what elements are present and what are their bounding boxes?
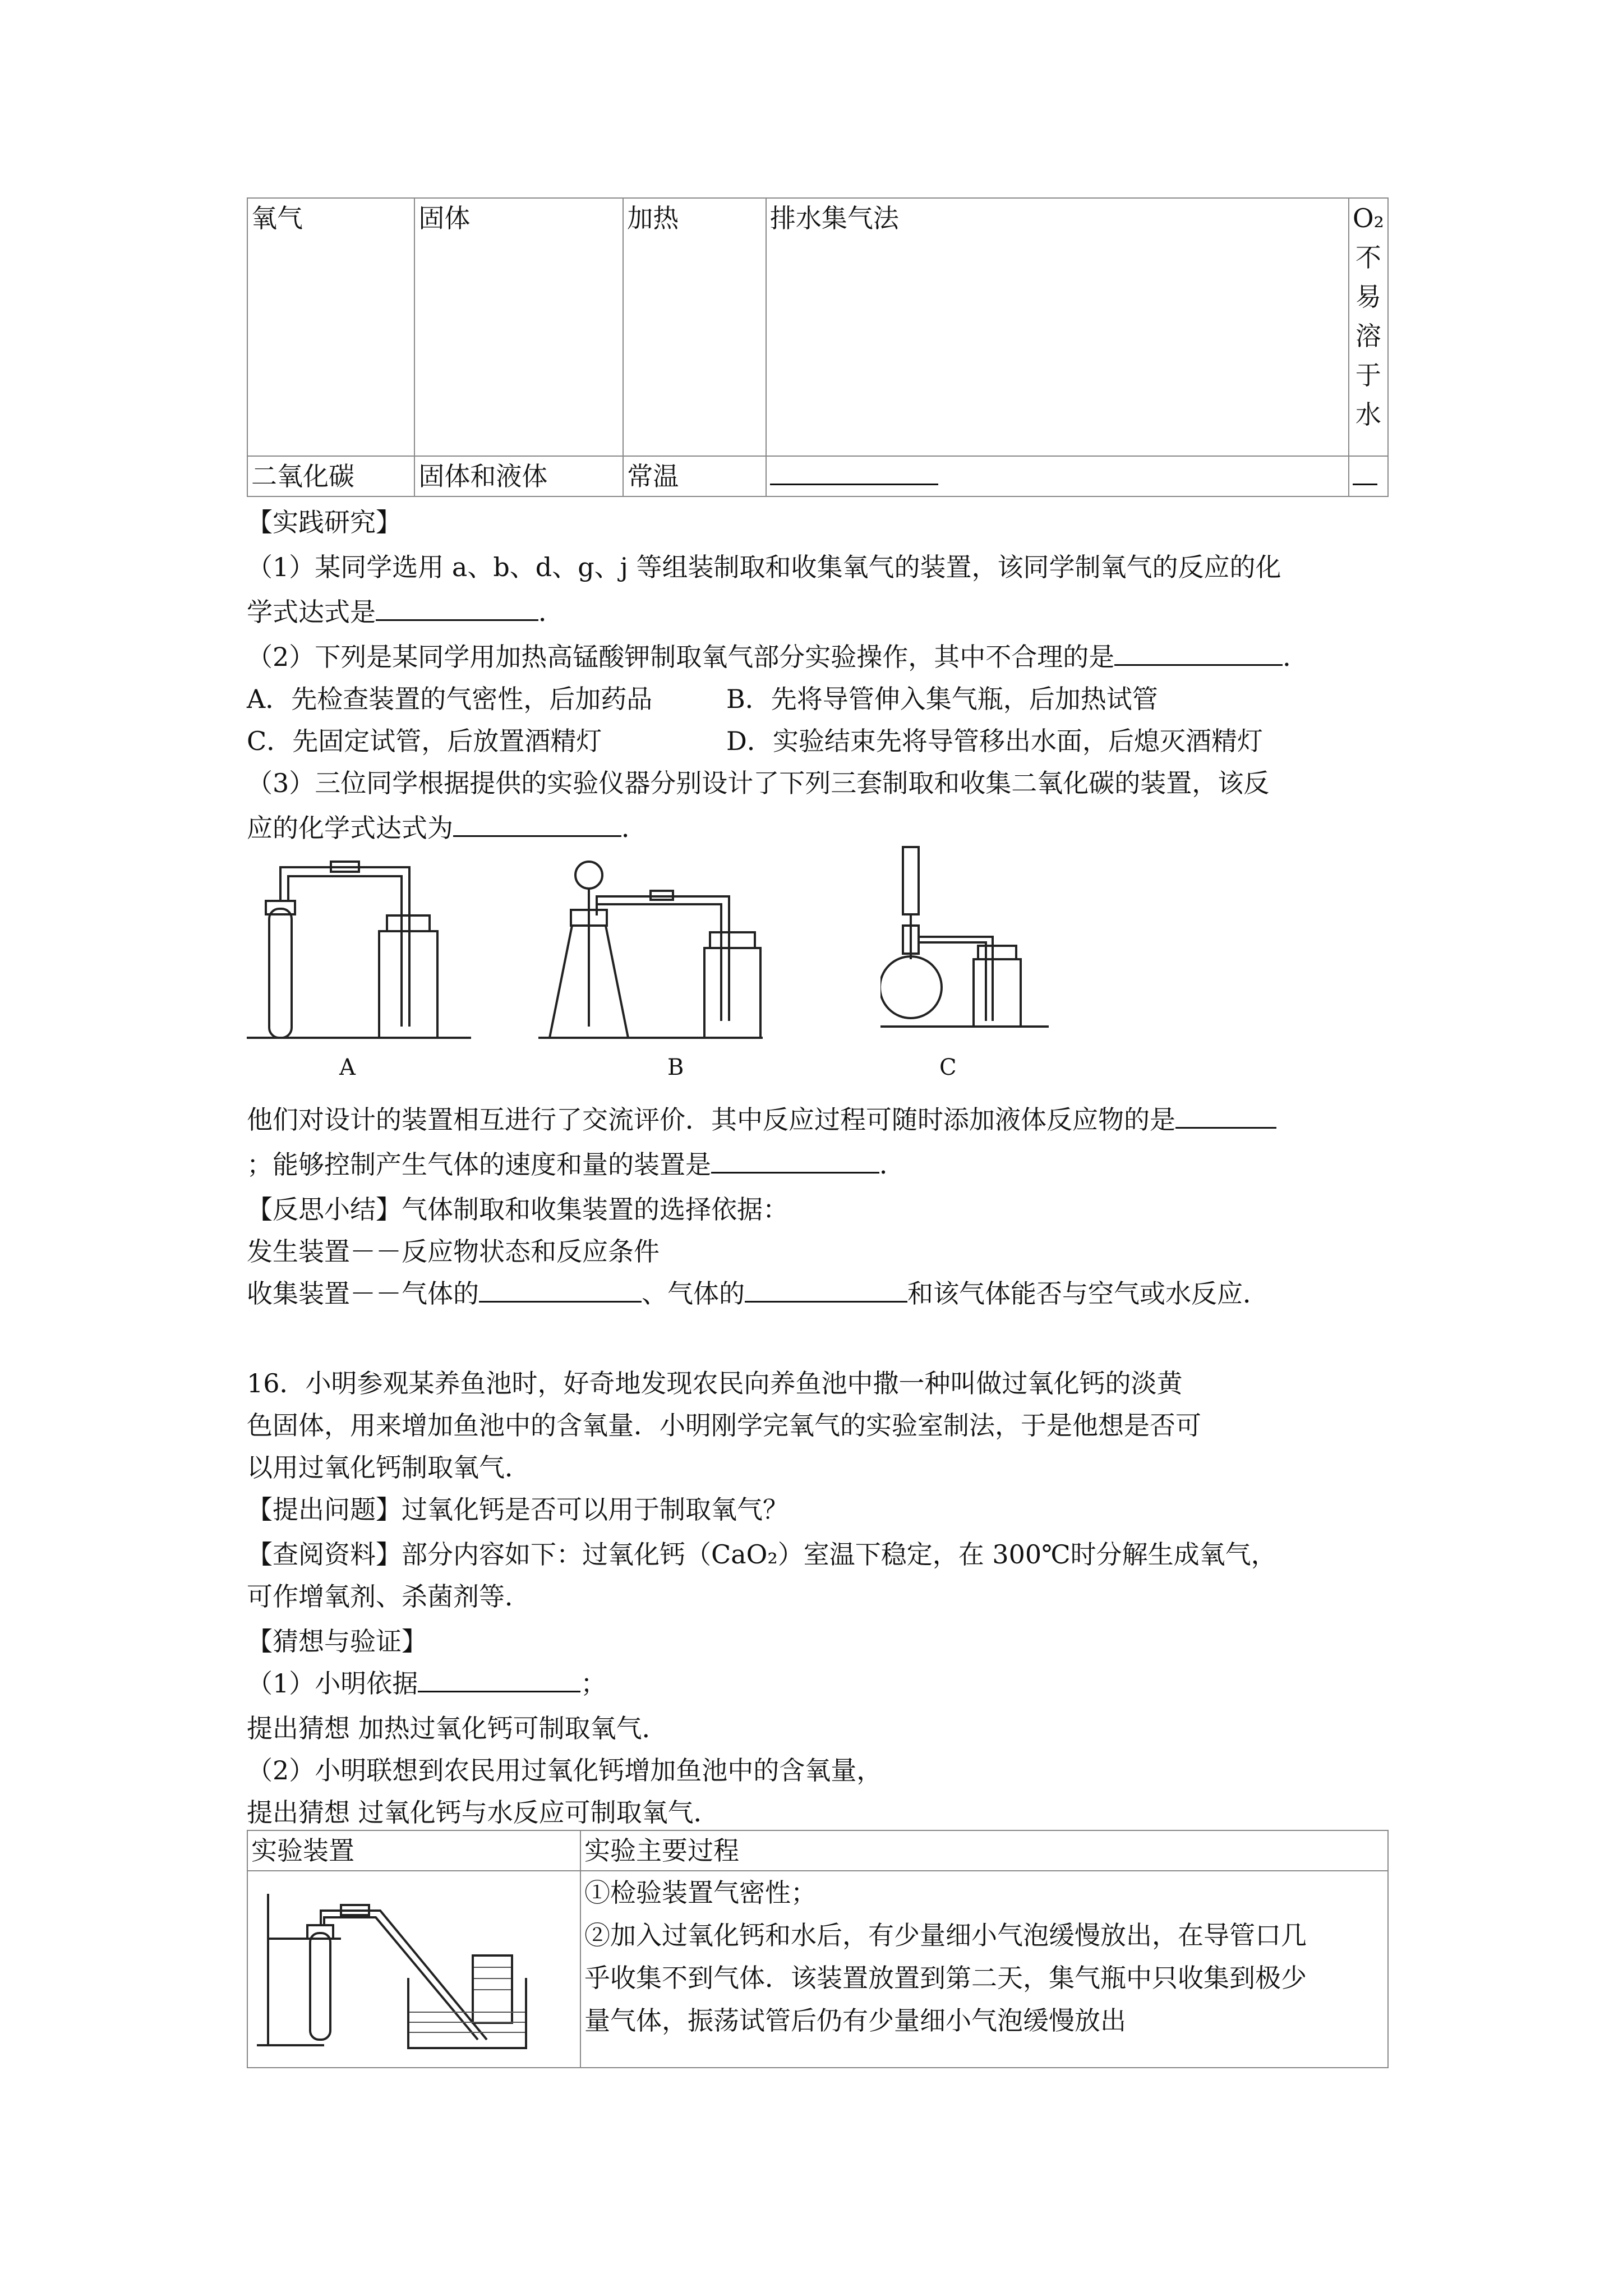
answer-blank[interactable] — [376, 597, 538, 621]
cell-reason-vertical — [1349, 198, 1388, 456]
answer-blank[interactable] — [1114, 642, 1283, 666]
reflection-heading: 【反思小结】气体制取和收集装置的选择依据： — [247, 1194, 789, 1225]
reason-char: 于 — [1355, 360, 1381, 390]
answer-blank[interactable] — [1353, 461, 1377, 485]
reason-char: O₂ — [1352, 203, 1384, 233]
apparatus-c-diagram — [880, 841, 1060, 1043]
option-a: A．先检查装置的气密性，后加药品 — [247, 684, 653, 714]
fig-label-c: C — [939, 1055, 957, 1080]
option-d: D．实验结束先将导管移出水面，后熄灭酒精灯 — [726, 726, 1263, 756]
cell-state-solid-liquid: 固体和液体 — [414, 456, 623, 496]
header-apparatus: 实验装置 — [247, 1830, 580, 1871]
step-2-line3: 量气体，振荡试管后仍有少量细小气泡缓慢放出 — [584, 2005, 1126, 2036]
q16-line2: 色固体，用来增加鱼池中的含氧量．小明刚学完氧气的实验室制法，于是他想是否可 — [247, 1410, 1201, 1441]
reason-char: 水 — [1355, 399, 1381, 430]
q1-line2: 学式达式是 ． — [247, 597, 564, 627]
q16-info-line2: 可作增氧剂、杀菌剂等． — [247, 1581, 531, 1612]
eval-line1: 他们对设计的装置相互进行了交流评价．其中反应过程可随时添加液体反应物的是 — [247, 1099, 1276, 1137]
header-process: 实验主要过程 — [580, 1830, 1388, 1871]
step-2-line1: ②加入过氧化钙和水后，有少量细小气泡缓慢放出，在导管口几 — [584, 1920, 1307, 1950]
process-cell — [580, 1871, 1388, 2068]
q2-line: （2）下列是某同学用加热高锰酸钾制取氧气部分实验操作，其中不合理的是 ． — [247, 642, 1309, 672]
q16-g1: （1）小明依据 ； — [247, 1668, 607, 1699]
apparatus-cell — [247, 1871, 580, 2068]
cell-gas-co2: 二氧化碳 — [247, 456, 414, 496]
option-c: C．先固定试管，后放置酒精灯 — [247, 726, 602, 756]
answer-blank[interactable] — [479, 1278, 642, 1303]
q16-guess-heading: 【猜想与验证】 — [247, 1626, 427, 1657]
answer-blank[interactable] — [1175, 1105, 1276, 1129]
apparatus-b-diagram — [538, 847, 774, 1049]
cell-state-solid: 固体 — [414, 198, 623, 456]
reflection-line1: 发生装置－－反应物状态和反应条件 — [247, 1236, 660, 1267]
reflection-line2: 收集装置－－气体的 、气体的 和该气体能否与空气或水反应． — [247, 1278, 1269, 1309]
q3-line2: 应的化学式达式为 ． — [247, 813, 647, 843]
cell-condition-heat: 加热 — [623, 198, 766, 456]
q16-info-line1: 【查阅资料】部分内容如下：过氧化钙（CaO₂）室温下稳定，在 300℃时分解生成氧气， — [247, 1539, 1277, 1570]
q16-line1: 16．小明参观某养鱼池时，好奇地发现农民向养鱼池中撒一种叫做过氧化钙的淡黄 — [247, 1368, 1183, 1398]
answer-blank[interactable] — [418, 1668, 580, 1692]
q16-problem: 【提出问题】过氧化钙是否可以用于制取氧气？ — [247, 1494, 789, 1525]
reason-char: 溶 — [1355, 321, 1381, 351]
fig-label-a: A — [339, 1055, 356, 1080]
cell-gas-oxygen: 氧气 — [247, 198, 414, 456]
cell-collect-water: 排水集气法 — [766, 198, 1349, 456]
fig-label-b: B — [667, 1055, 684, 1080]
cell-condition-room: 常温 — [623, 456, 766, 496]
experiment-table — [247, 1830, 1389, 2068]
q16-g1-guess: 提出猜想 加热过氧化钙可制取氧气． — [247, 1713, 668, 1743]
q16-g2: （2）小明联想到农民用过氧化钙增加鱼池中的含氧量， — [247, 1755, 883, 1786]
answer-blank[interactable] — [770, 461, 938, 485]
cell-collect-blank — [766, 456, 1349, 496]
step-2-line2: 乎收集不到气体．该装置放置到第二天，集气瓶中只收集到极少 — [584, 1963, 1307, 1993]
q1-line1: （1）某同学选用 a、b、d、g、j 等组装制取和收集氧气的装置，该同学制氧气的反应的化 — [247, 552, 1281, 582]
top-table — [247, 197, 1389, 497]
apparatus-a-diagram — [247, 847, 482, 1049]
reason-char: 易 — [1355, 282, 1381, 312]
water-collection-diagram — [251, 1871, 571, 2056]
option-b: B．先将导管伸入集气瓶，后加热试管 — [726, 684, 1158, 714]
q16-g2-guess: 提出猜想 过氧化钙与水反应可制取氧气． — [247, 1797, 720, 1828]
answer-blank[interactable] — [745, 1278, 907, 1303]
q3-line1: （3）三位同学根据提供的实验仪器分别设计了下列三套制取和收集二氧化碳的装置，该反 — [247, 768, 1270, 798]
step-1: ①检验装置气密性； — [584, 1878, 817, 1908]
practice-heading: 【实践研究】 — [247, 507, 402, 537]
reason-char: 不 — [1355, 242, 1381, 273]
eval-line2: ；能够控制产生气体的速度和量的装置是 ． — [247, 1149, 905, 1180]
answer-blank[interactable] — [453, 813, 621, 837]
cell-reason-blank — [1349, 456, 1388, 496]
answer-blank[interactable] — [711, 1149, 879, 1174]
q16-line3: 以用过氧化钙制取氧气． — [247, 1452, 531, 1483]
